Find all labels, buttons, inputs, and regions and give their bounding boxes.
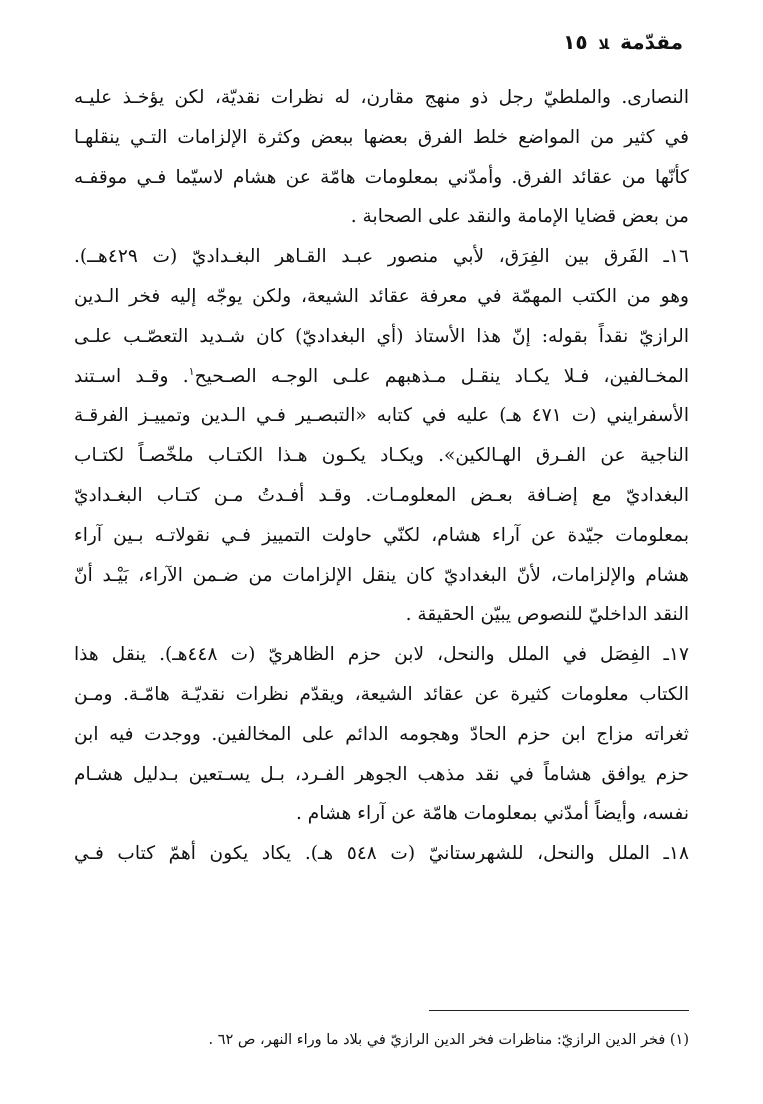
line-text: بمعلومات جيّدة عن آراء هشام، لكنّي حاولت التمييز فـي نقولاتـه بـين آراء	[74, 524, 689, 546]
section-title: مقدّمة	[620, 30, 683, 54]
line-text: ثغراته مزاج ابن حزم الحادّ وهجومه الدائم على المخالفين. ووجدت فيه ابن	[74, 723, 689, 745]
line-text: الأسفرايني (ت ٤٧١ هـ) عليه في كتابه «التبصـير فـي الـدين وتمييـز الفرقـة	[74, 405, 689, 427]
line-text: حزم يوافق هشاماً في نقد مذهب الجوهر الفـرد، بـل يسـتعين بـدليل هشـام	[74, 763, 689, 785]
line-text: النصارى. والملطيّ رجل ذو منهج مقارن، له نظرات نقديّة، لكن يؤخـذ عليـه	[74, 87, 689, 108]
footnote-marker: ١	[188, 364, 195, 378]
footnote	[74, 1028, 689, 1052]
footnote-separator	[429, 1010, 689, 1011]
text-line	[74, 675, 689, 715]
text-line	[74, 396, 689, 436]
text-line	[74, 715, 689, 755]
line-text: وهو من الكتب المهمّة في معرفة عقائد الشيعة، ولكن يوجّه إليه فخر الـدين	[74, 285, 689, 307]
line-text: الرازيّ نقداً بقوله: إنّ هذا الأستاذ (أي البغداديّ) كان شـديد التعصّـب علـى	[74, 325, 689, 347]
footnote-text: (١) فخر الدين الرازيّ: مناظرات فخر الدين الرازيّ في بلاد ما وراء النهر، ص ٦٢ .	[208, 1032, 689, 1048]
text-line	[74, 556, 689, 596]
line-text: الكتاب معلومات كثيرة عن عقائد الشيعة، ويقدّم نظرات نقديّـة هامّـة. ومـن	[74, 683, 689, 705]
text-line	[74, 158, 689, 198]
line-text: نفسه، وأيضاً أمدّني بمعلومات هامّة عن آراء هشام .	[295, 803, 689, 825]
line-text: المخـالفين، فـلا يكـاد ينقـل مـذهبهم علـى الوجـه الصـحيح	[194, 365, 689, 387]
line-text: البغداديّ مع إضـافة بعـض المعلومـات. وقـد أفـدتُ مـن كتـاب البغـداديّ	[74, 484, 689, 506]
line-text: ١٧ـ الفِصَل في الملل والنحل، لابن حزم الظاهريّ (ت ٤٤٨هـ). ينقل هذا	[74, 644, 689, 666]
text-line	[74, 78, 689, 118]
text-line	[74, 237, 689, 277]
line-text: في كثير من المواضع خلط الفرق بعضها ببعض وكثرة الإلزامات التـي ينقلهـا	[74, 126, 689, 148]
text-line	[74, 118, 689, 158]
body-text	[74, 78, 689, 874]
line-text: ١٦ـ الفَرق بين الفِرَق، لأبي منصور عبـد القـاهر البغـداديّ (ت ٤٢٩هــ).	[74, 246, 689, 268]
text-line	[74, 635, 689, 675]
text-line	[74, 516, 689, 556]
text-line	[74, 197, 689, 237]
text-line	[74, 476, 689, 516]
text-line	[74, 595, 689, 635]
text-line	[74, 357, 689, 397]
line-text: هشام والإلزامات، لأنّ البغداديّ كان ينقل الإلزامات من ضـمن الآراء، بَيْـد أنّ	[74, 564, 689, 586]
page-number: ١٥	[563, 30, 588, 54]
line-text: كأنّها من عقائد الفرق. وأمدّني بمعلومات هامّة عن هشام لاسيّما فـي موقفـه	[74, 166, 689, 188]
line-text: النقد الداخليّ للنصوص يبيّن الحقيقة .	[405, 604, 689, 626]
ornament: ﻼ	[598, 37, 610, 53]
text-line	[74, 317, 689, 357]
text-line	[74, 755, 689, 795]
line-tail: . وقـد اسـتند	[74, 365, 189, 387]
text-line	[74, 277, 689, 317]
page-header	[563, 30, 683, 54]
line-text: من بعض قضايا الإمامة والنقد على الصحابة .	[350, 206, 689, 228]
text-line	[74, 436, 689, 476]
text-line	[74, 834, 689, 874]
line-text: الناجية عن الفـرق الهـالكين». ويكـاد يكـون هـذا الكتـاب ملخّصـاً لكتـاب	[74, 445, 689, 467]
text-line	[74, 794, 689, 834]
line-text: ١٨ـ الملل والنحل، للشهرستانيّ (ت ٥٤٨ هـ). يكاد يكون أهمّ كتاب فـي	[74, 843, 689, 865]
